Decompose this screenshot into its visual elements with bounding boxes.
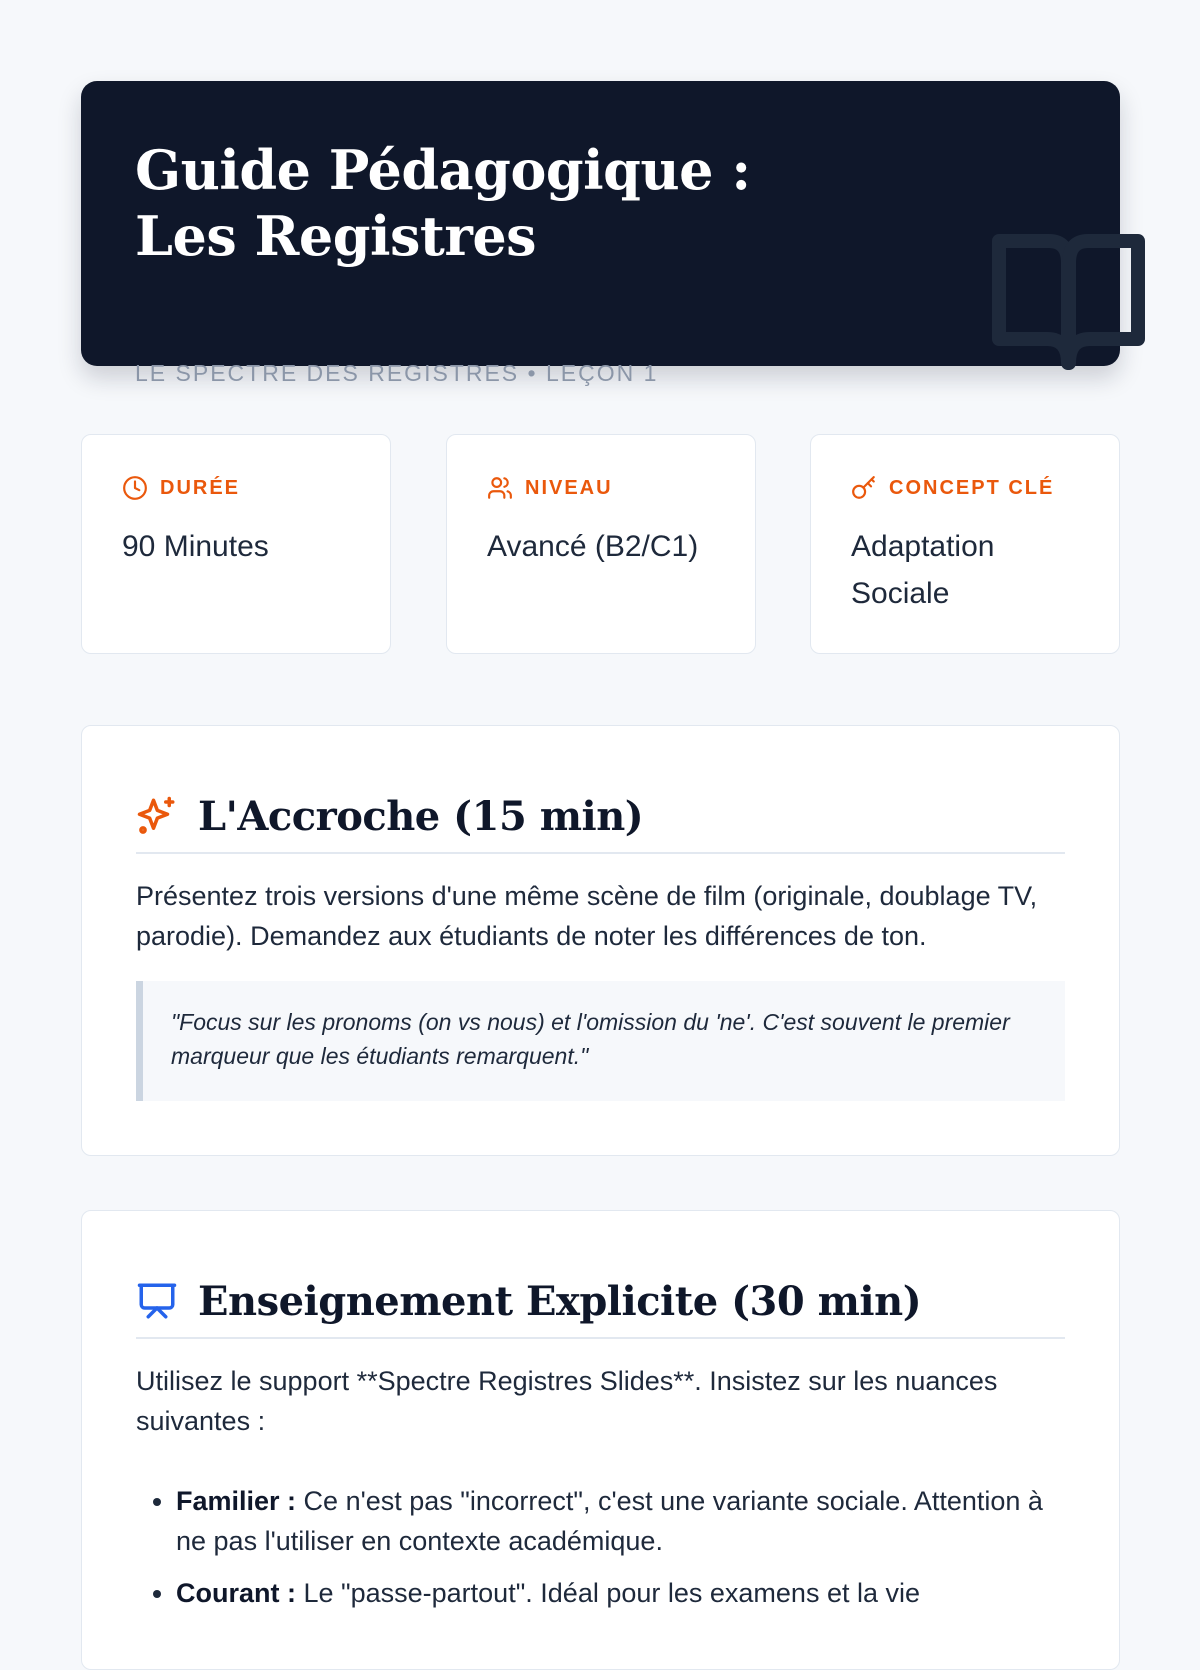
- users-icon: [487, 475, 513, 501]
- lesson-subtitle: LE SPECTRE DES REGISTRES • LEÇON 1: [135, 360, 659, 386]
- section-title: Enseignement Explicite (30 min): [198, 1277, 922, 1325]
- meta-value-concept: Adaptation Sociale: [851, 530, 995, 610]
- page-title: Guide Pédagogique : Les Registres: [135, 138, 751, 268]
- book-open-icon: [991, 231, 1146, 371]
- section-explicit-teaching: [81, 1210, 1120, 1670]
- meta-label-text: NIVEAU: [525, 476, 613, 499]
- section-paragraph: Présentez trois versions d'une même scène de film (originale, doublage TV, parodie). Demandez aux étudiants de noter les différences de ton.: [136, 881, 1038, 951]
- register-list: [136, 1481, 1065, 1625]
- meta-card-concept: [810, 434, 1120, 654]
- meta-label-concept: [851, 475, 1054, 501]
- clock-icon: [122, 475, 148, 501]
- meta-value-level: Avancé (B2/C1): [487, 530, 699, 563]
- key-icon: [851, 475, 877, 501]
- meta-card-duration: [81, 434, 391, 654]
- hero-banner: [81, 81, 1120, 386]
- meta-value-duration: 90 Minutes: [122, 530, 269, 563]
- teacher-tip-quote: "Focus sur les pronoms (on vs nous) et l'omission du 'ne'. C'est souvent le premier marqueur que les étudiants remarquent.": [136, 981, 1065, 1101]
- section-hook: [81, 725, 1120, 1156]
- list-item-text: Le "passe-partout". Idéal pour les examens et la vie: [295, 1578, 921, 1608]
- list-item: [176, 1573, 1065, 1613]
- presentation-icon: [136, 1280, 178, 1322]
- list-item-term: Courant :: [176, 1578, 296, 1608]
- sparkles-icon: [136, 795, 178, 837]
- section-title: L'Accroche (15 min): [198, 792, 644, 840]
- meta-label-text: DURÉE: [160, 476, 241, 499]
- meta-card-level: [446, 434, 756, 654]
- meta-label-duration: [122, 475, 240, 501]
- section-header: [136, 1265, 1065, 1339]
- list-item-text: Ce n'est pas "incorrect", c'est une variante sociale. Attention à ne pas l'utiliser en contexte académique.: [176, 1486, 1043, 1556]
- section-header: [136, 780, 1065, 854]
- meta-label-level: [487, 475, 613, 501]
- list-item: [176, 1481, 1065, 1561]
- list-item-term: Familier :: [176, 1486, 297, 1516]
- meta-label-text: CONCEPT CLÉ: [889, 476, 1055, 499]
- section-paragraph: Utilisez le support **Spectre Registres Slides**. Insistez sur les nuances suivantes :: [136, 1366, 998, 1436]
